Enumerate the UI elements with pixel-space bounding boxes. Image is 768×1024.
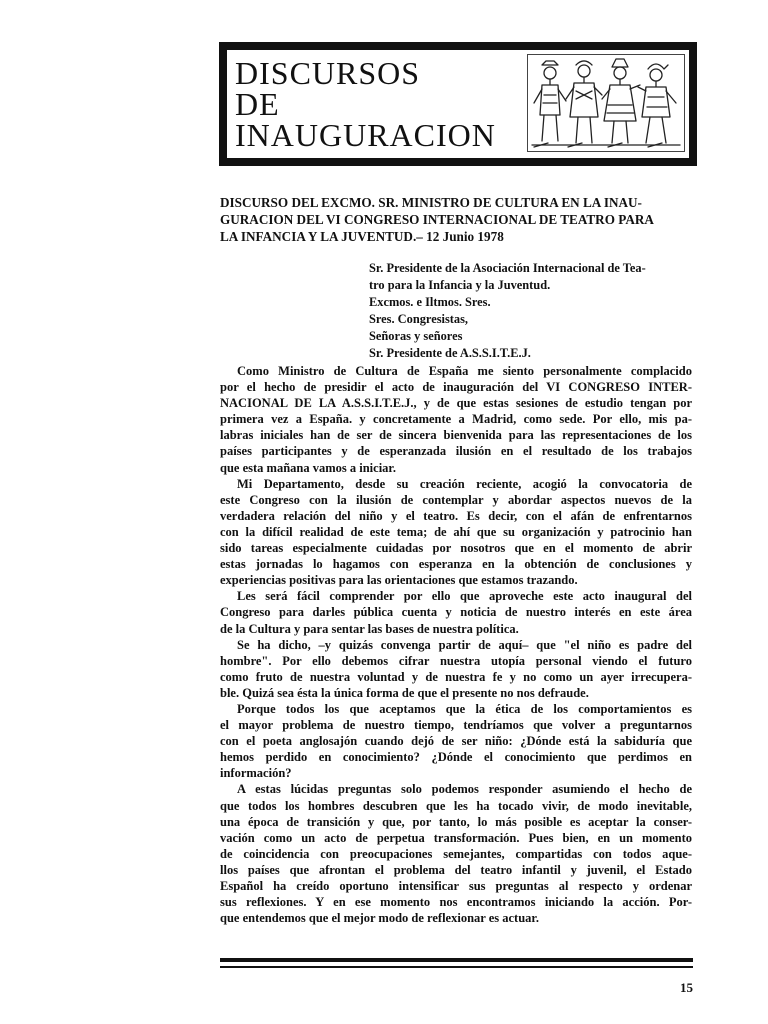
body-line: primera vez a España. y concretamente a Madrid, como sede. Por ello, mis pa- <box>220 412 692 427</box>
body-line: que entendemos que el mejor modo de reflexionar es actuar. <box>220 911 539 926</box>
body-line: vación como un acto de perpetua transformación. Pues bien, en un momento <box>220 830 692 845</box>
body-line: llos países que afrontan el problema del teatro infantil y juvenil, el Estado <box>220 862 692 877</box>
salutation-line: Señoras y señores <box>369 329 463 343</box>
page-number: 15 <box>680 980 693 995</box>
body-line: Porque todos los que aceptamos que la ética de los comportamientos es <box>237 701 692 716</box>
body-line: información? <box>220 766 292 781</box>
speech-heading <box>220 194 690 245</box>
body-line: verdadera relación del niño y el teatro. Es decir, con el afán de enfrentarnos <box>220 508 692 523</box>
salutation-line: Sres. Congresistas, <box>369 312 469 326</box>
body-line: sus reflexiones. Y en ese momento nos encontramos iniciando la acción. Por- <box>220 895 692 910</box>
heading-line: GURACION DEL VI CONGRESO INTERNACIONAL DE TEATRO PARA <box>220 212 654 227</box>
body-line: que esta mañana vamos a iniciar. <box>220 460 396 475</box>
body-line: este Congreso con la ilusión de contemplar y abordar aspectos nuevos de la <box>220 492 692 507</box>
salutation-line: tro para la Infancia y la Juventud. <box>369 278 551 292</box>
page-title <box>235 55 525 153</box>
body-line: A estas lúcidas preguntas solo podemos responder asumiendo el hecho de <box>237 782 692 797</box>
salutation-line: Sr. Presidente de A.S.S.I.T.E.J. <box>369 346 531 360</box>
body-line: estas jornadas lo hagamos con esperanza en la obtención de conclusiones y <box>220 557 692 572</box>
body-line: NACIONAL DE LA A.S.S.I.T.E.J., y de que estas sesiones de estudio tengan por <box>220 396 692 411</box>
woodcut-illustration <box>528 55 684 151</box>
salutation-line: Excmos. e Iltmos. Sres. <box>369 295 491 309</box>
body-line: labras iniciales han de ser de sincera bienvenida para las representaciones de los <box>220 428 692 443</box>
body-line: países participantes y de esperanzada ilusión en el resultado de los trabajos <box>220 444 692 459</box>
body-line: Les será fácil comprender por ello que aproveche este acto inaugural del <box>237 589 692 604</box>
body-line: que todos los hombres descubren que les ha tocado vivir, de modo inevitable, <box>220 798 692 813</box>
footer-rule-thick <box>220 958 693 962</box>
salutation-block <box>369 260 699 362</box>
body-line: por el hecho de presidir el acto de inauguración del VI CONGRESO INTER- <box>220 380 692 395</box>
body-line: Congreso para darles pública cuenta y noticia de nuestro interés en este área <box>220 605 692 620</box>
title-line: DISCURSOS <box>235 55 421 91</box>
body-line: una época de transición y que, por tanto, lo más posible es aceptar la conser- <box>220 814 692 829</box>
body-line: hombre". Por ello debemos cifrar nuestra utopía personal viendo el futuro <box>220 653 692 668</box>
footer-rule-thin <box>220 966 693 968</box>
body-line: Como Ministro de Cultura de España me siento personalmente complacido <box>237 364 692 378</box>
body-line: con el poeta anglosajón cuando dejó de ser niño: ¿Dónde está la sabiduría que <box>220 734 692 749</box>
header-banner <box>219 42 697 166</box>
header-inner <box>227 50 689 158</box>
heading-line: DISCURSO DEL EXCMO. SR. MINISTRO DE CULTURA EN LA INAU- <box>220 195 642 210</box>
body-line: experiencias positivas para las orientaciones que estamos trazando. <box>220 573 578 588</box>
title-line: INAUGURACION <box>235 117 496 153</box>
speech-body <box>220 363 692 926</box>
body-line: sido tareas especialmente cuidadas por nosotros que en el momento de abrir <box>220 541 692 556</box>
body-line: Se ha dicho, –y quizás convenga partir de aquí– que "el niño es padre del <box>237 637 692 652</box>
heading-line: LA INFANCIA Y LA JUVENTUD.– 12 Junio 1978 <box>220 229 504 244</box>
salutation-line: Sr. Presidente de la Asociación Internacional de Tea- <box>369 261 646 275</box>
title-line: DE <box>235 86 280 122</box>
body-line: ble. Quizá sea ésta la única forma de que el presente no nos defraude. <box>220 685 589 700</box>
body-line: Español ha creído oportuno intensificar sus preguntas al respecto y ordenar <box>220 879 692 893</box>
body-line: el mayor problema de nuestro tiempo, tendríamos que volver a preguntarnos <box>220 718 692 733</box>
body-line: como fruto de nuestra voluntad y de nuestra fe y no como un ayer irrecupera- <box>220 669 692 684</box>
body-line: hemos perdido en conocimiento? ¿Dónde el conocimiento que perdimos en <box>220 750 692 765</box>
body-line: de la Cultura y para sentar las bases de nuestra política. <box>220 621 519 636</box>
body-line: Mi Departamento, desde su creación reciente, acogió la convocatoria de <box>237 476 692 491</box>
medieval-figures-woodcut-icon <box>527 54 685 152</box>
body-line: con la difícil realidad de este tema; de ahí que su organización y patrocinio han <box>220 524 692 539</box>
body-line: de coincidencia con preocupaciones semejantes, compartidas con todos aque- <box>220 846 692 861</box>
